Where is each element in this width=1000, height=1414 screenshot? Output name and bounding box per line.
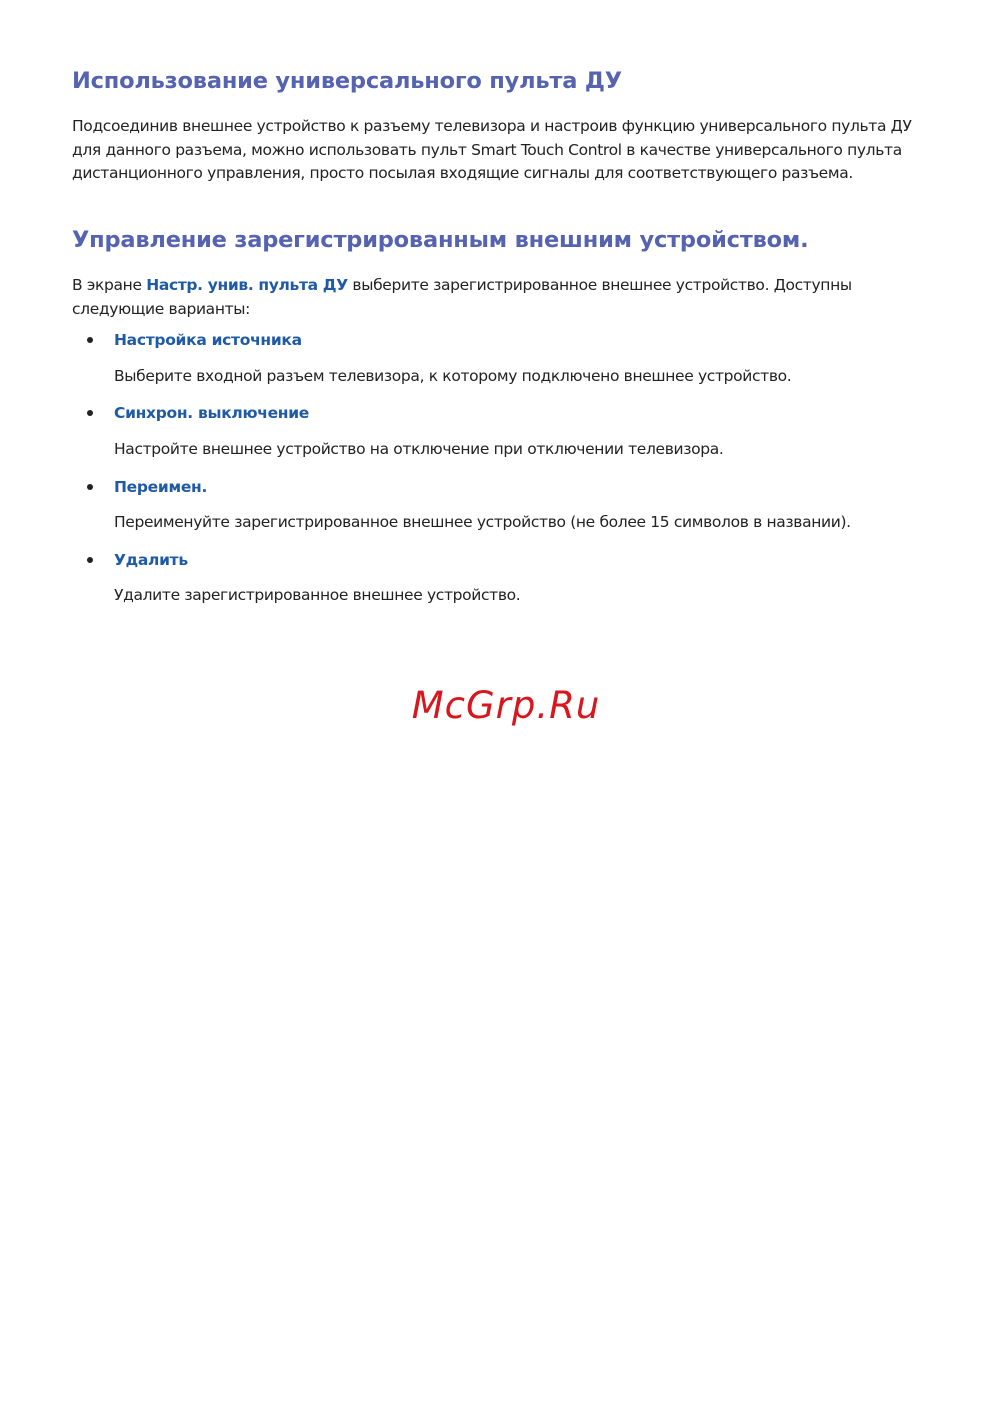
section-heading-manage-device: Управление зарегистрированным внешним устройством. bbox=[72, 227, 809, 253]
option-description-delete: Удалите зарегистрированное внешнее устройство. bbox=[114, 586, 521, 604]
watermark-text: McGrp.Ru bbox=[411, 684, 601, 727]
option-title-delete: Удалить bbox=[114, 551, 188, 569]
option-description-source-setup: Выберите входной разъем телевизора, к которому подключено внешнее устройство. bbox=[114, 367, 792, 385]
remote-settings-link: Настр. унив. пульта ДУ bbox=[146, 276, 348, 294]
section-heading-universal-remote: Использование универсального пульта ДУ bbox=[72, 68, 622, 94]
option-title-rename: Переимен. bbox=[114, 478, 208, 496]
bullet-icon bbox=[87, 337, 93, 343]
bullet-icon bbox=[87, 410, 93, 416]
bullet-icon bbox=[87, 557, 93, 563]
option-title-sync-power-off: Синхрон. выключение bbox=[114, 404, 309, 422]
intro-prefix: В экране bbox=[72, 276, 147, 294]
intro-suffix: выберите зарегистрированное внешнее устройство. Доступны следующие варианты: bbox=[72, 276, 852, 318]
option-description-rename: Переименуйте зарегистрированное внешнее устройство (не более 15 символов в названии). bbox=[114, 513, 851, 531]
section-body-universal-remote: Подсоединив внешнее устройство к разъему телевизора и настроив функцию универсального пульта ДУ для данного разъема, можно использовать пульт Smart Touch Control в качестве универсального пульта дистанционного управления, просто посылая входящие сигналы для соответствующего разъема. bbox=[72, 117, 912, 182]
section-intro-manage-device bbox=[72, 274, 932, 321]
option-description-sync-power-off: Настройте внешнее устройство на отключение при отключении телевизора. bbox=[114, 440, 724, 458]
option-title-source-setup: Настройка источника bbox=[114, 331, 302, 349]
bullet-icon bbox=[87, 484, 93, 490]
